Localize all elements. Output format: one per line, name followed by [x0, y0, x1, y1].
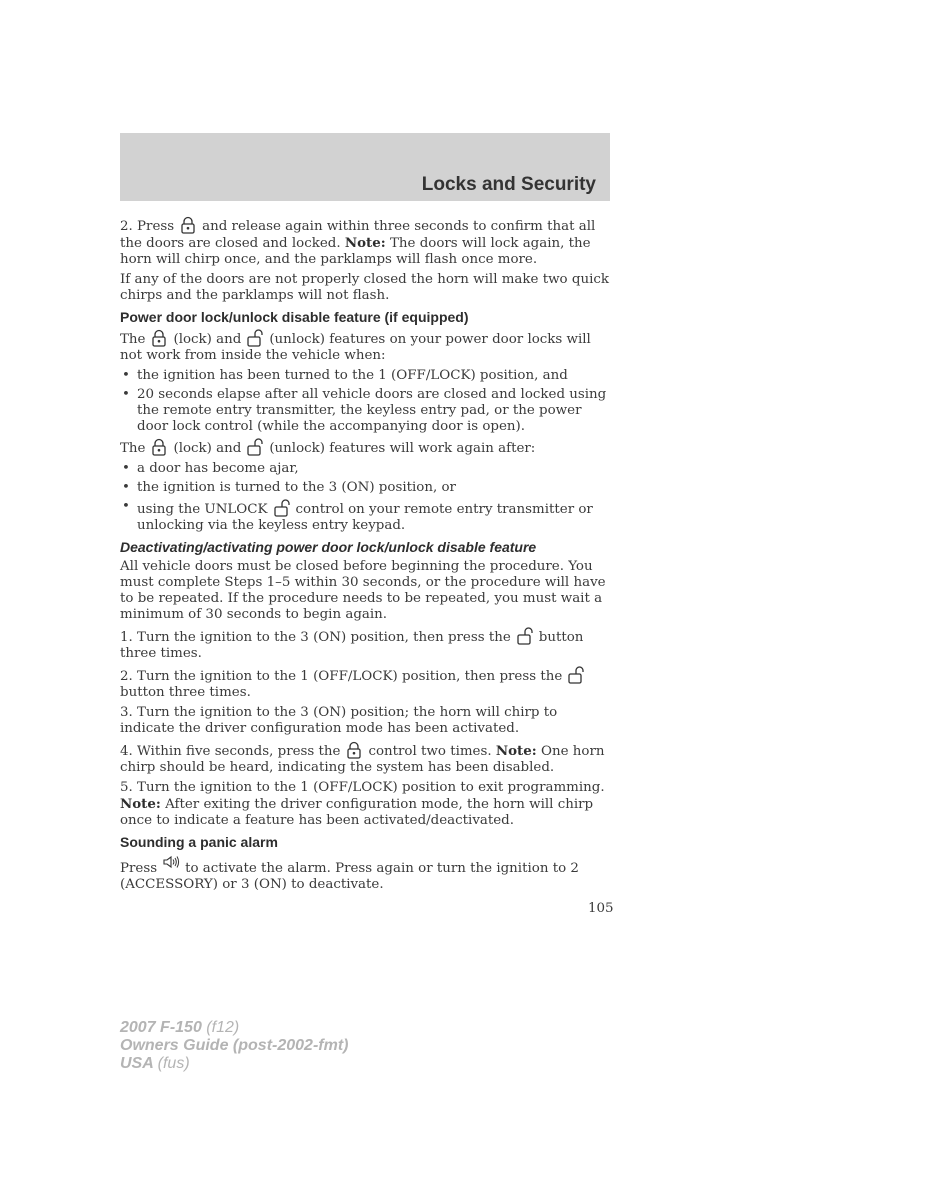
paragraph-not-closed: If any of the doors are not properly closed the horn will make two quick chirps and the parklamps will not flash. [120, 272, 609, 303]
list-item: • the ignition has been turned to the 1 (OFF/LOCK) position, and [120, 368, 612, 384]
lock-icon [345, 741, 363, 759]
heading-deactivating-feature: Deactivating/activating power door lock/unlock disable feature [120, 539, 537, 555]
paragraph-procedure-intro: All vehicle doors must be closed before beginning the procedure. You must complete Steps 1–5 within 30 seconds, or the procedure will have to be repeated. If the procedure needs to be repeated, you must wait a minimum of 30 seconds to begin again. [120, 559, 606, 622]
page-content [120, 216, 612, 897]
lock-icon [150, 329, 168, 347]
lock-icon [179, 216, 197, 234]
footer-line-region: USA (fus) [120, 1055, 190, 1072]
list-item: • 20 seconds elapse after all vehicle doors are closed and locked using the remote entry transmitter, the keyless entry pad, or the power door lock control (while the accompanying door is open). [120, 387, 612, 435]
list-item: • the ignition is turned to the 3 (ON) position, or [120, 480, 612, 496]
step-1: 1. Turn the ignition to the 3 (ON) position, then press the button three times. [120, 627, 612, 662]
section-title: Locks and Security [421, 174, 596, 195]
list-item: • a door has become ajar, [120, 461, 612, 477]
footer-line-model: 2007 F-150 (f12) [120, 1019, 240, 1036]
list-item: • using the UNLOCK control on your remote entry transmitter or unlocking via the keyless entry keypad. [120, 499, 612, 534]
paragraph-confirm-lock: 2. Press and release again within three seconds to confirm that all the doors are closed and locked. Note: The doors will lock again, the horn will chirp once, and the parklamps will flash once more. [120, 216, 612, 268]
bullet-list-disable-conditions [120, 368, 612, 435]
step-3: 3. Turn the ignition to the 3 (ON) position; the horn will chirp to indicate the driver configuration mode has been activated. [120, 705, 558, 736]
heading-disable-feature: Power door lock/unlock disable feature (if equipped) [120, 309, 469, 325]
lock-icon [150, 438, 168, 456]
step-2: 2. Turn the ignition to the 1 (OFF/LOCK) position, then press the button three times. [120, 666, 612, 701]
step-5: 5. Turn the ignition to the 1 (OFF/LOCK) position to exit programming. Note: After exiting the driver configuration mode, the horn will chirp once to indicate a feature has been activated/deactivated. [120, 780, 605, 828]
panic-alarm-icon [162, 854, 180, 872]
paragraph-panic-alarm: Press to activate the alarm. Press again or turn the ignition to 2 (ACCESSORY) or 3 (ON) to deactivate. [120, 854, 612, 893]
section-header-bar [120, 133, 610, 201]
heading-panic-alarm: Sounding a panic alarm [120, 834, 278, 850]
step-4: 4. Within five seconds, press the control two times. Note: One horn chirp should be heard, indicating the system has been disabled. [120, 743, 605, 775]
footer-line-guide: Owners Guide (post-2002-fmt) [120, 1037, 349, 1054]
unlock-icon [246, 329, 264, 347]
paragraph-work-again-intro: The (lock) and (unlock) features will work again after: [120, 438, 612, 457]
unlock-icon [567, 666, 585, 684]
unlock-icon [516, 627, 534, 645]
page-number: 105 [588, 901, 614, 916]
footer-doc-info [120, 1019, 348, 1073]
unlock-icon [273, 499, 291, 517]
bullet-list-work-again [120, 461, 612, 534]
unlock-icon [246, 438, 264, 456]
paragraph-disable-intro: The (lock) and (unlock) features on your power door locks will not work from inside the vehicle when: [120, 329, 612, 364]
